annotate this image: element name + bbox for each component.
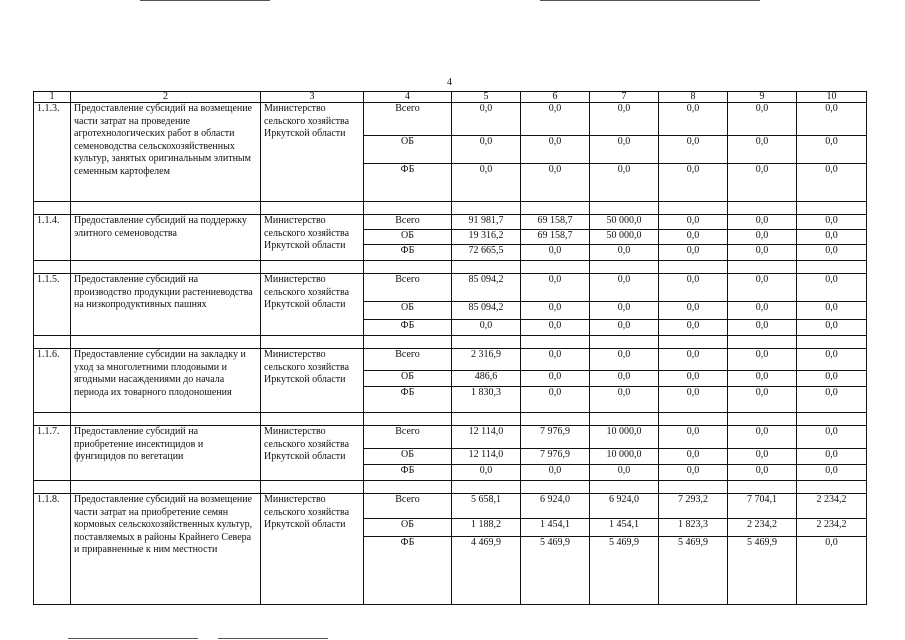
amount-cell: 0,0 — [797, 103, 867, 136]
spacer-cell — [590, 336, 659, 349]
amount-cell: 6 924,0 — [590, 494, 659, 519]
responsible-body: Министерство сельского хозяйства Иркутской области — [261, 349, 364, 413]
budget-table — [33, 91, 867, 605]
amount-cell: 6 924,0 — [521, 494, 590, 519]
responsible-body: Министерство сельского хозяйства Иркутской области — [261, 103, 364, 202]
spacer-cell — [364, 336, 452, 349]
funding-source: ОБ — [364, 519, 452, 537]
spacer-cell — [659, 336, 728, 349]
spacer-row — [34, 481, 867, 494]
spacer-cell — [797, 413, 867, 426]
row-number: 1.1.5. — [34, 274, 71, 336]
spacer-cell — [261, 481, 364, 494]
amount-cell: 0,0 — [797, 349, 867, 371]
amount-cell: 0,0 — [452, 164, 521, 202]
amount-cell: 0,0 — [659, 164, 728, 202]
amount-cell: 0,0 — [659, 349, 728, 371]
spacer-cell — [659, 413, 728, 426]
amount-cell: 0,0 — [728, 349, 797, 371]
measure-name: Предоставление субсидий на возмещение части затрат на приобретение семян кормовых сельскохозяйственных культур, поставляемых в районы Крайнего Севера и приравненные к ним местности — [71, 494, 261, 605]
table-row — [34, 494, 867, 519]
spacer-cell — [261, 413, 364, 426]
spacer-row — [34, 336, 867, 349]
spacer-cell — [452, 336, 521, 349]
amount-cell: 0,0 — [728, 215, 797, 230]
spacer-cell — [261, 261, 364, 274]
amount-cell: 0,0 — [728, 320, 797, 336]
amount-cell: 7 293,2 — [659, 494, 728, 519]
amount-cell: 0,0 — [797, 465, 867, 481]
header-cell-2: 2 — [71, 92, 261, 103]
measure-name: Предоставление субсидий на производство продукции растениеводства на низкопродуктивных пашнях — [71, 274, 261, 336]
amount-cell: 0,0 — [797, 230, 867, 245]
amount-cell: 0,0 — [659, 215, 728, 230]
amount-cell: 5 469,9 — [590, 537, 659, 605]
table-row — [34, 215, 867, 230]
header-cell-6: 6 — [521, 92, 590, 103]
funding-source: ФБ — [364, 164, 452, 202]
funding-source: ФБ — [364, 387, 452, 413]
responsible-body: Министерство сельского хозяйства Иркутской области — [261, 274, 364, 336]
amount-cell: 0,0 — [728, 274, 797, 302]
spacer-cell — [34, 481, 71, 494]
spacer-cell — [452, 413, 521, 426]
amount-cell: 72 665,5 — [452, 245, 521, 261]
page-number: 4 — [447, 77, 452, 88]
spacer-cell — [521, 336, 590, 349]
spacer-cell — [71, 413, 261, 426]
amount-cell: 0,0 — [728, 103, 797, 136]
table-row — [34, 103, 867, 136]
amount-cell: 2 316,9 — [452, 349, 521, 371]
spacer-cell — [590, 413, 659, 426]
amount-cell: 0,0 — [728, 426, 797, 449]
amount-cell: 50 000,0 — [590, 230, 659, 245]
amount-cell: 4 469,9 — [452, 537, 521, 605]
amount-cell: 0,0 — [590, 371, 659, 387]
spacer-cell — [797, 261, 867, 274]
funding-source: Всего — [364, 215, 452, 230]
amount-cell: 0,0 — [659, 371, 728, 387]
amount-cell: 12 114,0 — [452, 426, 521, 449]
amount-cell: 0,0 — [590, 349, 659, 371]
funding-source: Всего — [364, 274, 452, 302]
amount-cell: 5 469,9 — [521, 537, 590, 605]
amount-cell: 0,0 — [728, 449, 797, 465]
amount-cell: 0,0 — [521, 371, 590, 387]
scan-line-bottom-left — [68, 638, 198, 639]
spacer-row — [34, 261, 867, 274]
amount-cell: 0,0 — [659, 274, 728, 302]
header-cell-3: 3 — [261, 92, 364, 103]
amount-cell: 0,0 — [797, 164, 867, 202]
spacer-cell — [452, 202, 521, 215]
header-cell-8: 8 — [659, 92, 728, 103]
amount-cell: 0,0 — [521, 245, 590, 261]
spacer-cell — [728, 202, 797, 215]
amount-cell: 0,0 — [521, 103, 590, 136]
spacer-cell — [364, 202, 452, 215]
amount-cell: 2 234,2 — [797, 519, 867, 537]
funding-source: ОБ — [364, 136, 452, 164]
spacer-cell — [590, 261, 659, 274]
spacer-cell — [34, 413, 71, 426]
amount-cell: 0,0 — [659, 387, 728, 413]
measure-name: Предоставление субсидий на поддержку элитного семеноводства — [71, 215, 261, 261]
spacer-cell — [728, 413, 797, 426]
row-number: 1.1.8. — [34, 494, 71, 605]
amount-cell: 0,0 — [521, 164, 590, 202]
spacer-cell — [261, 202, 364, 215]
amount-cell: 0,0 — [728, 245, 797, 261]
header-cell-5: 5 — [452, 92, 521, 103]
spacer-cell — [261, 336, 364, 349]
amount-cell: 0,0 — [797, 245, 867, 261]
funding-source: Всего — [364, 494, 452, 519]
amount-cell: 7 704,1 — [728, 494, 797, 519]
amount-cell: 0,0 — [797, 302, 867, 320]
spacer-cell — [364, 413, 452, 426]
amount-cell: 0,0 — [728, 302, 797, 320]
spacer-cell — [34, 202, 71, 215]
measure-name: Предоставление субсидий на приобретение инсектицидов и фунгицидов по вегетации — [71, 426, 261, 481]
table-body — [34, 92, 867, 605]
table-row — [34, 349, 867, 371]
amount-cell: 50 000,0 — [590, 215, 659, 230]
spacer-cell — [797, 481, 867, 494]
amount-cell: 486,6 — [452, 371, 521, 387]
amount-cell: 0,0 — [521, 320, 590, 336]
responsible-body: Министерство сельского хозяйства Иркутской области — [261, 426, 364, 481]
amount-cell: 0,0 — [797, 426, 867, 449]
measure-name: Предоставление субсидии на закладку и уход за многолетними плодовыми и ягодными насаждениями до начала периода их товарного плодоношения — [71, 349, 261, 413]
spacer-cell — [728, 261, 797, 274]
row-number: 1.1.4. — [34, 215, 71, 261]
amount-cell: 0,0 — [797, 136, 867, 164]
amount-cell: 69 158,7 — [521, 215, 590, 230]
spacer-row — [34, 413, 867, 426]
spacer-cell — [521, 261, 590, 274]
funding-source: ОБ — [364, 302, 452, 320]
responsible-body: Министерство сельского хозяйства Иркутской области — [261, 215, 364, 261]
amount-cell: 2 234,2 — [728, 519, 797, 537]
funding-source: ФБ — [364, 245, 452, 261]
spacer-cell — [71, 202, 261, 215]
header-cell-7: 7 — [590, 92, 659, 103]
spacer-cell — [34, 336, 71, 349]
amount-cell: 0,0 — [521, 302, 590, 320]
spacer-cell — [659, 481, 728, 494]
funding-source: Всего — [364, 103, 452, 136]
funding-source: ФБ — [364, 537, 452, 605]
spacer-cell — [590, 481, 659, 494]
amount-cell: 2 234,2 — [797, 494, 867, 519]
amount-cell: 0,0 — [452, 320, 521, 336]
amount-cell: 0,0 — [521, 349, 590, 371]
amount-cell: 0,0 — [659, 449, 728, 465]
amount-cell: 5 469,9 — [728, 537, 797, 605]
spacer-cell — [521, 202, 590, 215]
spacer-cell — [521, 413, 590, 426]
amount-cell: 0,0 — [659, 103, 728, 136]
funding-source: ФБ — [364, 320, 452, 336]
amount-cell: 0,0 — [521, 387, 590, 413]
header-cell-1: 1 — [34, 92, 71, 103]
scan-line-top-right — [540, 0, 760, 1]
row-number: 1.1.7. — [34, 426, 71, 481]
amount-cell: 0,0 — [797, 449, 867, 465]
table-row — [34, 274, 867, 302]
amount-cell: 5 469,9 — [659, 537, 728, 605]
amount-cell: 85 094,2 — [452, 274, 521, 302]
spacer-cell — [452, 261, 521, 274]
amount-cell: 0,0 — [590, 103, 659, 136]
header-row — [34, 92, 867, 103]
amount-cell: 0,0 — [728, 164, 797, 202]
amount-cell: 0,0 — [590, 274, 659, 302]
amount-cell: 0,0 — [728, 230, 797, 245]
spacer-cell — [728, 481, 797, 494]
amount-cell: 19 316,2 — [452, 230, 521, 245]
amount-cell: 0,0 — [521, 274, 590, 302]
amount-cell: 1 454,1 — [590, 519, 659, 537]
spacer-cell — [797, 336, 867, 349]
amount-cell: 0,0 — [659, 320, 728, 336]
amount-cell: 1 830,3 — [452, 387, 521, 413]
amount-cell: 0,0 — [452, 103, 521, 136]
amount-cell: 0,0 — [590, 164, 659, 202]
funding-source: ОБ — [364, 371, 452, 387]
spacer-row — [34, 202, 867, 215]
amount-cell: 0,0 — [797, 215, 867, 230]
amount-cell: 0,0 — [728, 136, 797, 164]
scan-line-top-left — [140, 0, 270, 1]
amount-cell: 7 976,9 — [521, 426, 590, 449]
amount-cell: 1 454,1 — [521, 519, 590, 537]
responsible-body: Министерство сельского хозяйства Иркутской области — [261, 494, 364, 605]
header-cell-10: 10 — [797, 92, 867, 103]
amount-cell: 0,0 — [728, 465, 797, 481]
spacer-cell — [590, 202, 659, 215]
table-row — [34, 426, 867, 449]
amount-cell: 85 094,2 — [452, 302, 521, 320]
amount-cell: 69 158,7 — [521, 230, 590, 245]
amount-cell: 5 658,1 — [452, 494, 521, 519]
amount-cell: 0,0 — [659, 136, 728, 164]
amount-cell: 0,0 — [521, 136, 590, 164]
scan-line-bottom-mid — [218, 638, 328, 639]
spacer-cell — [452, 481, 521, 494]
spacer-cell — [659, 261, 728, 274]
amount-cell: 0,0 — [590, 136, 659, 164]
header-cell-4: 4 — [364, 92, 452, 103]
spacer-cell — [364, 481, 452, 494]
spacer-cell — [659, 202, 728, 215]
amount-cell: 1 188,2 — [452, 519, 521, 537]
amount-cell: 0,0 — [797, 274, 867, 302]
amount-cell: 0,0 — [659, 245, 728, 261]
amount-cell: 0,0 — [797, 537, 867, 605]
row-number: 1.1.3. — [34, 103, 71, 202]
amount-cell: 0,0 — [797, 387, 867, 413]
amount-cell: 0,0 — [521, 465, 590, 481]
amount-cell: 0,0 — [590, 245, 659, 261]
spacer-cell — [728, 336, 797, 349]
amount-cell: 1 823,3 — [659, 519, 728, 537]
amount-cell: 0,0 — [590, 387, 659, 413]
funding-source: Всего — [364, 349, 452, 371]
header-cell-9: 9 — [728, 92, 797, 103]
funding-source: ОБ — [364, 230, 452, 245]
amount-cell: 10 000,0 — [590, 449, 659, 465]
funding-source: ОБ — [364, 449, 452, 465]
funding-source: ФБ — [364, 465, 452, 481]
amount-cell: 0,0 — [452, 465, 521, 481]
amount-cell: 91 981,7 — [452, 215, 521, 230]
amount-cell: 0,0 — [659, 230, 728, 245]
amount-cell: 10 000,0 — [590, 426, 659, 449]
row-number: 1.1.6. — [34, 349, 71, 413]
measure-name: Предоставление субсидий на возмещение части затрат на проведение агротехнологических работ в области семеноводства сельскохозяйственных культур, занятых оригинальным элитным семенным картофелем — [71, 103, 261, 202]
amount-cell: 0,0 — [797, 371, 867, 387]
amount-cell: 0,0 — [452, 136, 521, 164]
spacer-cell — [71, 261, 261, 274]
amount-cell: 12 114,0 — [452, 449, 521, 465]
amount-cell: 0,0 — [659, 302, 728, 320]
amount-cell: 0,0 — [659, 465, 728, 481]
spacer-cell — [71, 336, 261, 349]
amount-cell: 7 976,9 — [521, 449, 590, 465]
amount-cell: 0,0 — [590, 320, 659, 336]
amount-cell: 0,0 — [728, 387, 797, 413]
amount-cell: 0,0 — [590, 302, 659, 320]
spacer-cell — [797, 202, 867, 215]
amount-cell: 0,0 — [728, 371, 797, 387]
spacer-cell — [521, 481, 590, 494]
spacer-cell — [364, 261, 452, 274]
spacer-cell — [71, 481, 261, 494]
amount-cell: 0,0 — [590, 465, 659, 481]
amount-cell: 0,0 — [797, 320, 867, 336]
funding-source: Всего — [364, 426, 452, 449]
spacer-cell — [34, 261, 71, 274]
amount-cell: 0,0 — [659, 426, 728, 449]
